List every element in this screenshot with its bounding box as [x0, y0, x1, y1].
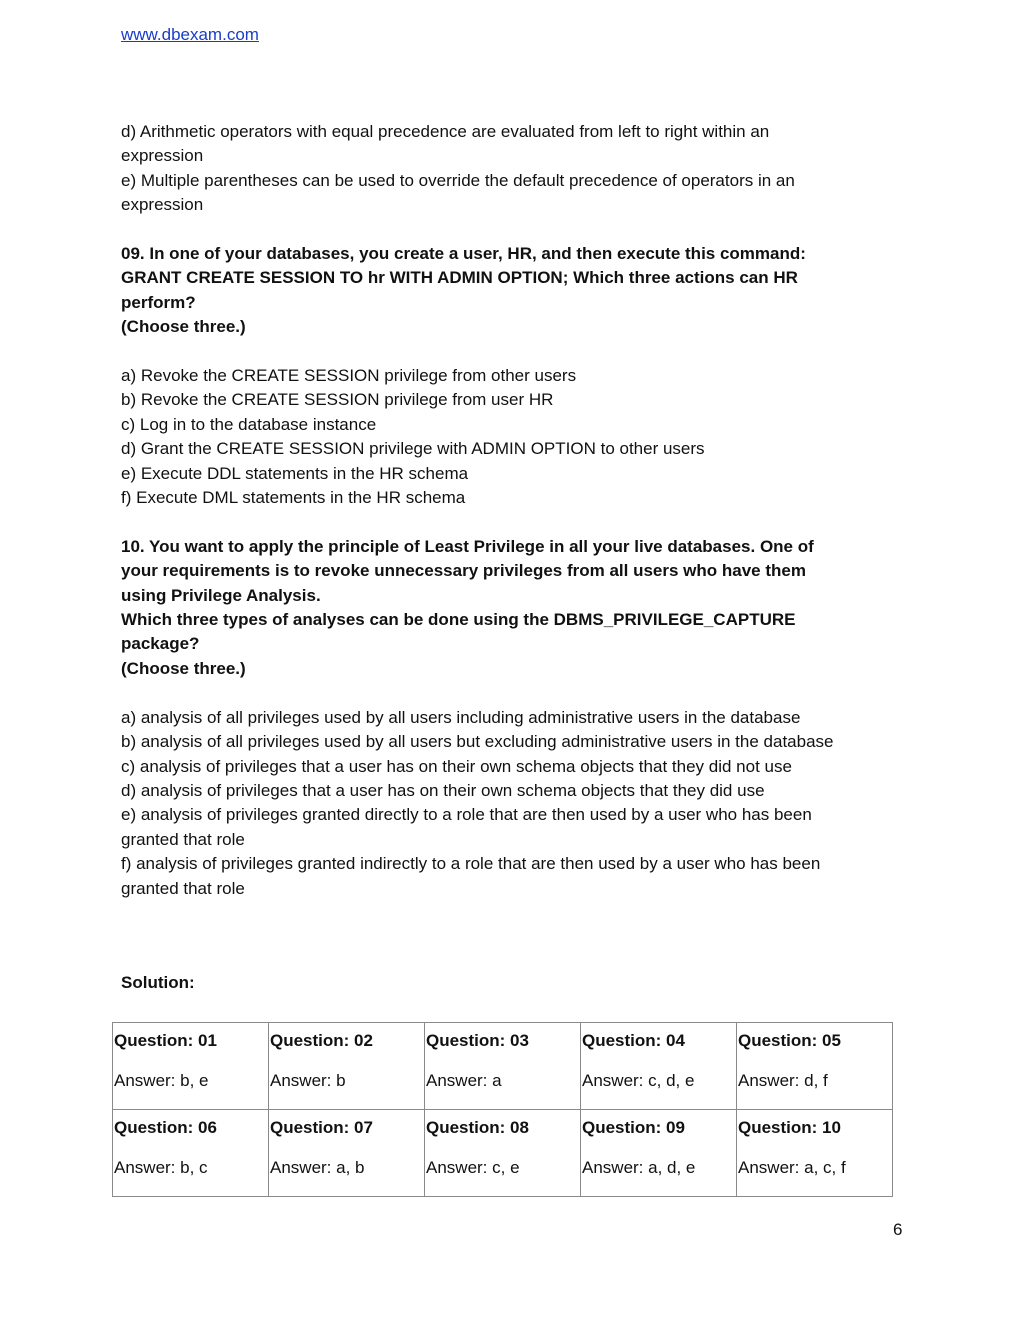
option-a: a) analysis of all privileges used by all users including administrative users in the database	[121, 707, 801, 727]
table-cell	[581, 1110, 737, 1197]
page-number: 6	[893, 1220, 903, 1239]
cell-answer: Answer: c, e	[426, 1158, 520, 1177]
table-cell	[737, 1023, 893, 1110]
option-b: b) analysis of all privileges used by all users but excluding administrative users in the database	[121, 732, 834, 752]
table-cell	[581, 1023, 737, 1110]
option-a: a) Revoke the CREATE SESSION privilege from other users	[121, 366, 577, 386]
table-cell	[269, 1110, 425, 1197]
question-09	[121, 242, 901, 510]
option-text: expression	[121, 195, 204, 215]
question-stem: package?	[121, 634, 200, 654]
site-link[interactable]: www.dbexam.com	[121, 25, 259, 44]
cell-question: Question: 02	[270, 1031, 373, 1050]
page-content	[121, 120, 901, 901]
cell-answer: Answer: a	[426, 1071, 502, 1090]
cell-question: Question: 04	[582, 1031, 685, 1050]
question-stem: your requirements is to revoke unnecessary privileges from all users who have them	[121, 561, 806, 581]
option-e: e) analysis of privileges granted directly to a role that are then used by a user who has been	[121, 805, 812, 825]
cell-answer: Answer: c, d, e	[582, 1071, 695, 1090]
cell-answer: Answer: b, c	[114, 1158, 208, 1177]
option-e: e) Execute DDL statements in the HR schema	[121, 463, 469, 483]
table-cell	[113, 1110, 269, 1197]
question-instruction: (Choose three.)	[121, 658, 246, 678]
cell-question: Question: 09	[582, 1118, 685, 1137]
cell-answer: Answer: d, f	[738, 1071, 828, 1090]
cell-question: Question: 06	[114, 1118, 217, 1137]
question-stem: GRANT CREATE SESSION TO hr WITH ADMIN OPTION; Which three actions can HR	[121, 268, 798, 288]
cell-answer: Answer: b, e	[114, 1071, 209, 1090]
question-10	[121, 535, 901, 901]
table-cell	[737, 1110, 893, 1197]
option-d: d) analysis of privileges that a user has on their own schema objects that they did use	[121, 780, 765, 800]
option-f-continued: granted that role	[121, 878, 245, 898]
option-f: f) Execute DML statements in the HR schema	[121, 488, 466, 508]
q08-options-tail	[121, 120, 901, 218]
table-cell	[425, 1023, 581, 1110]
option-text: d) Arithmetic operators with equal precedence are evaluated from left to right within an	[121, 122, 770, 141]
option-b: b) Revoke the CREATE SESSION privilege from user HR	[121, 390, 554, 410]
table-cell	[113, 1023, 269, 1110]
table-cell	[425, 1110, 581, 1197]
question-stem: 09. In one of your databases, you create a user, HR, and then execute this command:	[121, 244, 806, 264]
option-d: d) Grant the CREATE SESSION privilege with ADMIN OPTION to other users	[121, 439, 705, 459]
cell-answer: Answer: a, c, f	[738, 1158, 846, 1177]
question-stem: perform?	[121, 292, 196, 312]
cell-question: Question: 07	[270, 1118, 373, 1137]
cell-answer: Answer: b	[270, 1071, 346, 1090]
question-stem: Which three types of analyses can be done using the DBMS_PRIVILEGE_CAPTURE	[121, 610, 796, 630]
cell-answer: Answer: a, b	[270, 1158, 365, 1177]
option-c: c) analysis of privileges that a user has on their own schema objects that they did not use	[121, 756, 792, 776]
question-instruction: (Choose three.)	[121, 317, 246, 337]
question-stem: 10. You want to apply the principle of Least Privilege in all your live databases. One of	[121, 536, 814, 556]
option-text: e) Multiple parentheses can be used to override the default precedence of operators in an	[121, 170, 795, 190]
table-row	[113, 1110, 893, 1197]
cell-question: Question: 10	[738, 1118, 841, 1137]
option-e-continued: granted that role	[121, 829, 245, 849]
table-cell	[269, 1023, 425, 1110]
cell-question: Question: 08	[426, 1118, 529, 1137]
option-f: f) analysis of privileges granted indirectly to a role that are then used by a user who has been	[121, 854, 821, 874]
table-row	[113, 1023, 893, 1110]
cell-question: Question: 05	[738, 1031, 841, 1050]
option-c: c) Log in to the database instance	[121, 414, 377, 434]
answer-key-table	[112, 1022, 893, 1197]
question-stem: using Privilege Analysis.	[121, 585, 321, 605]
option-text: expression	[121, 146, 204, 166]
cell-answer: Answer: a, d, e	[582, 1158, 696, 1177]
solution-heading: Solution:	[121, 973, 195, 992]
cell-question: Question: 03	[426, 1031, 529, 1050]
cell-question: Question: 01	[114, 1031, 217, 1050]
